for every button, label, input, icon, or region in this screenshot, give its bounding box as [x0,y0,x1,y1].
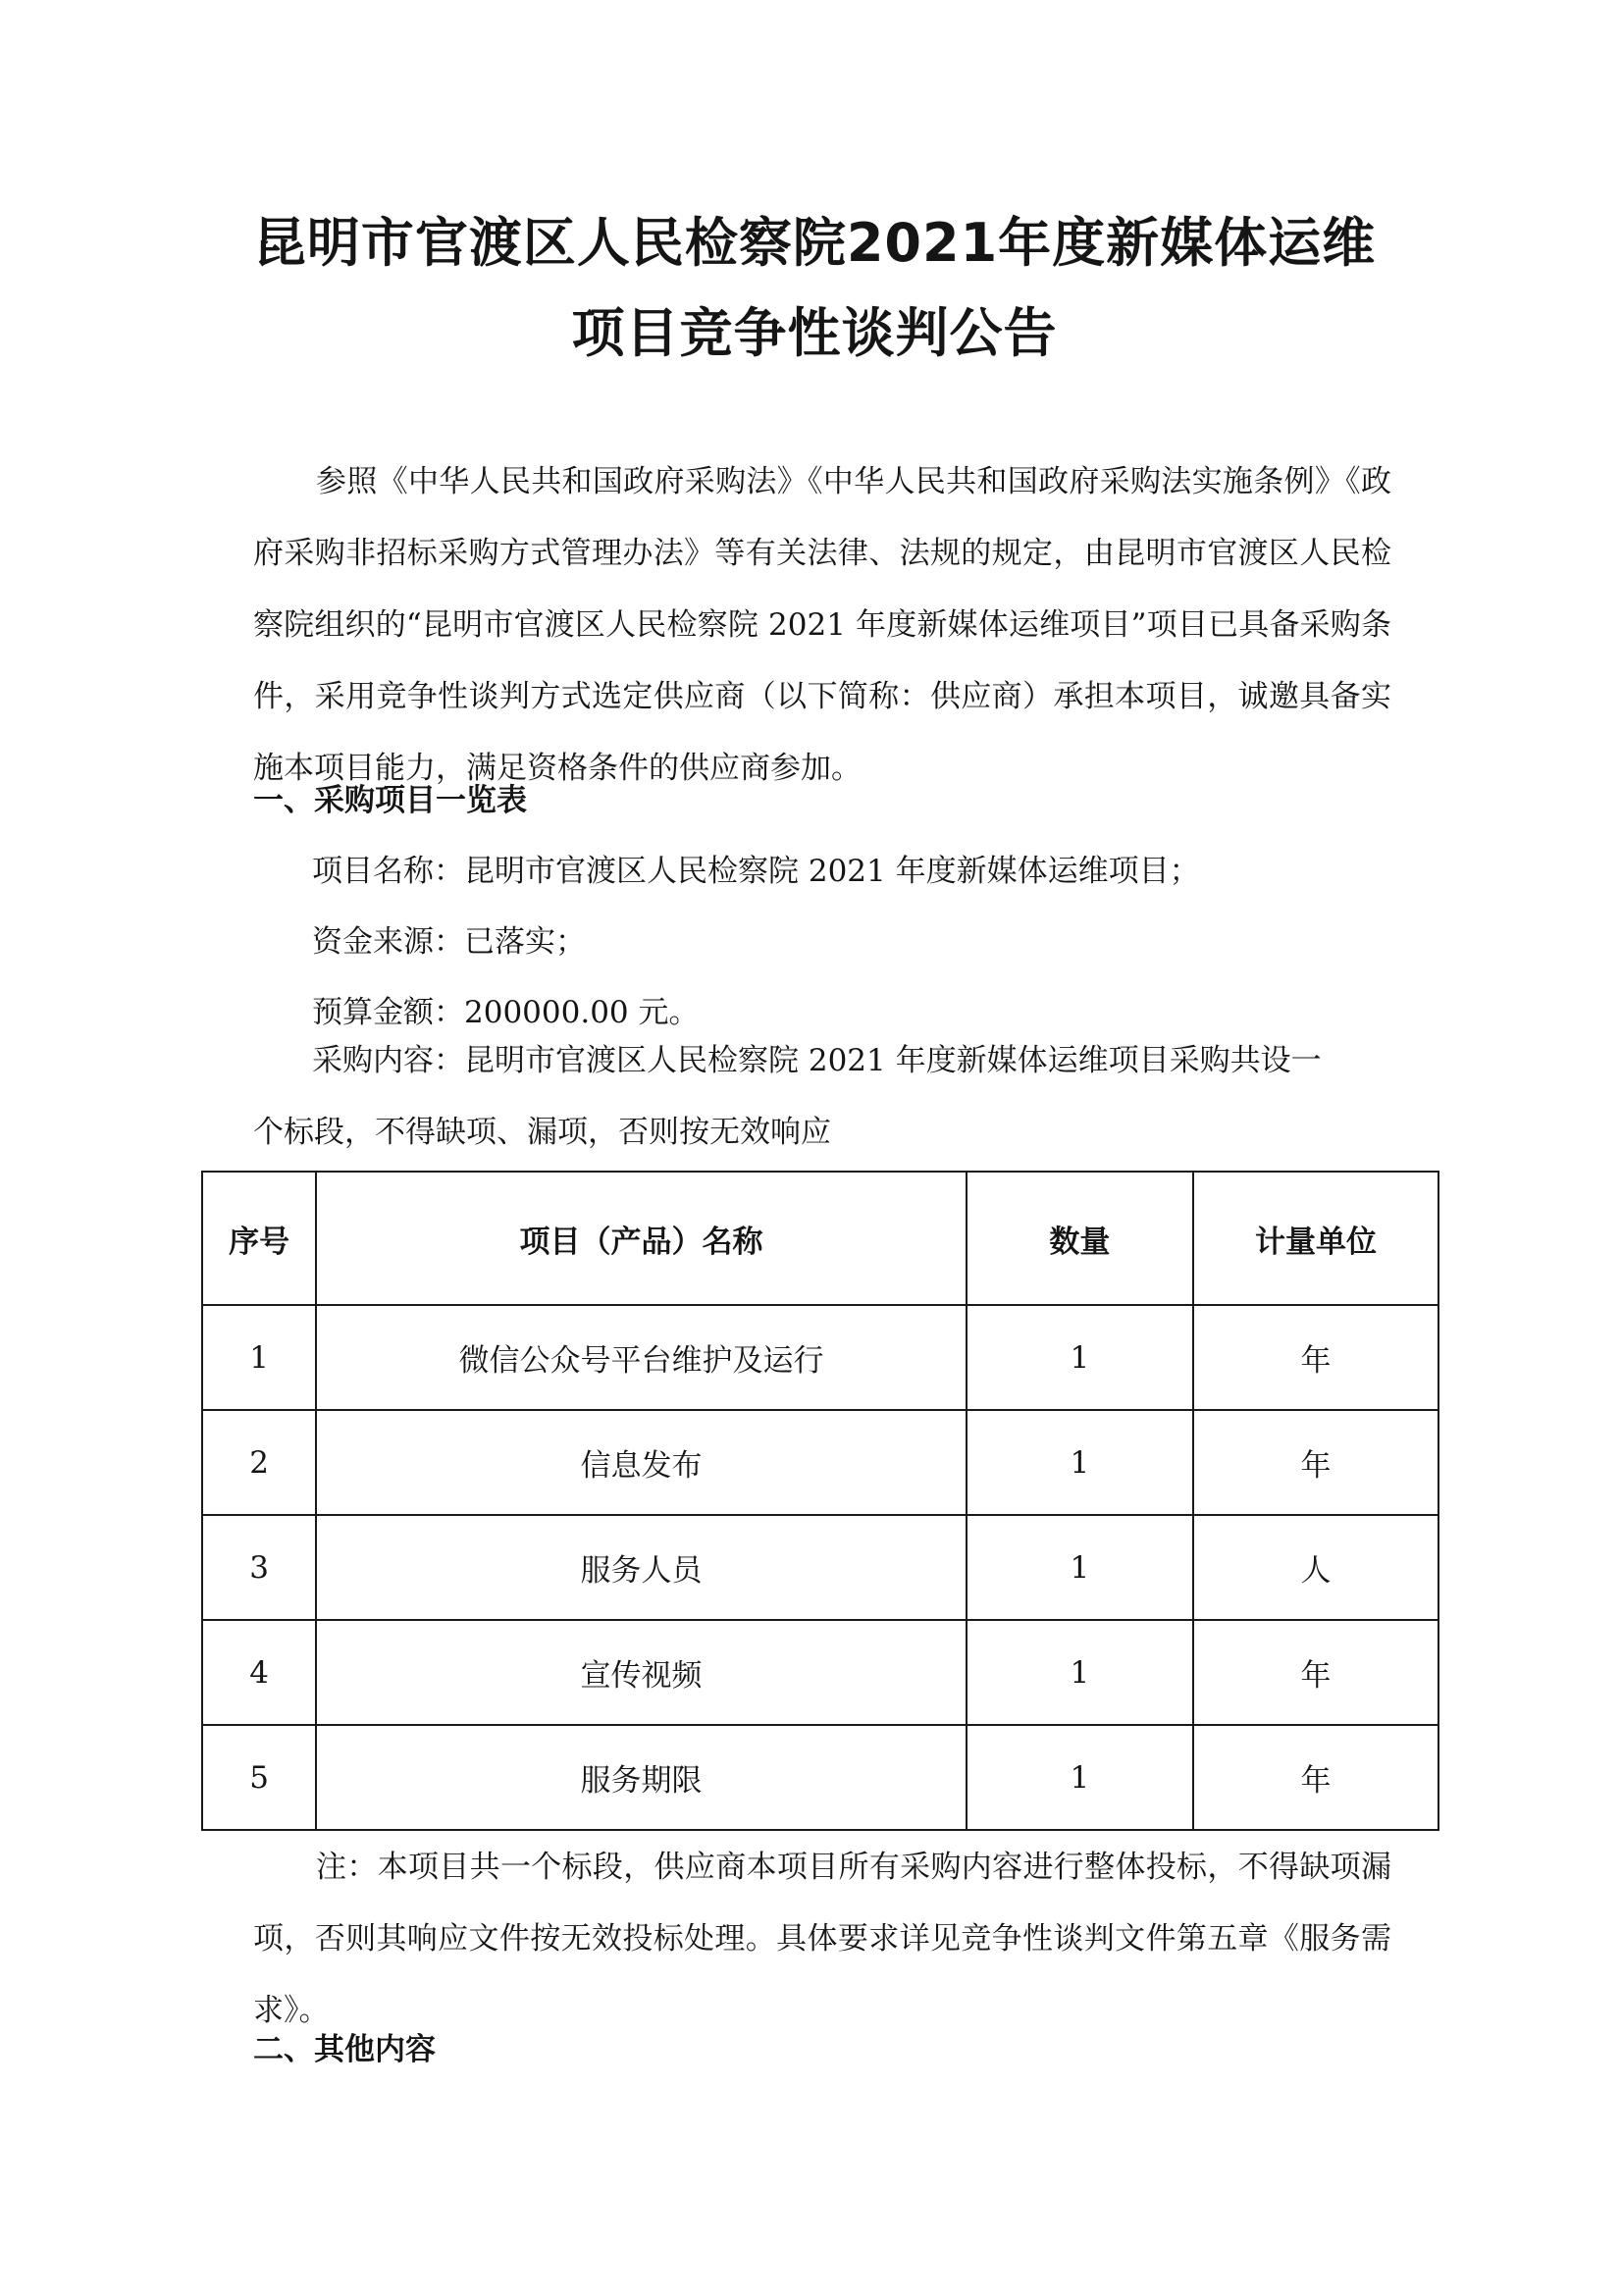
cell-quantity: 1 [967,1305,1193,1410]
table-row [202,1515,1438,1620]
cell-name: 服务人员 [316,1515,967,1620]
table-row [202,1725,1438,1830]
content-line-2: 个标段，不得缺项、漏项，否则按无效响应 [253,1115,831,1150]
table-header-row [202,1172,1438,1305]
header-cell-name: 项目（产品）名称 [316,1172,967,1305]
budget-line: 预算金额：200000.00 元。 [312,995,700,1030]
table-row [202,1410,1438,1515]
cell-quantity: 1 [967,1410,1193,1515]
table-row [202,1305,1438,1410]
cell-unit: 年 [1193,1725,1438,1830]
header-cell-quantity: 数量 [967,1172,1193,1305]
cell-name: 微信公众号平台维护及运行 [316,1305,967,1410]
header-cell-unit: 计量单位 [1193,1172,1438,1305]
cell-name: 信息发布 [316,1410,967,1515]
cell-quantity: 1 [967,1725,1193,1830]
cell-unit: 人 [1193,1515,1438,1620]
project-name-line: 项目名称：昆明市官渡区人民检察院 2021 年度新媒体运维项目； [312,854,1200,889]
note-paragraph: 注：本项目共一个标段，供应商本项目所有采购内容进行整体投标，不得缺项漏项，否则其响应文件按无效投标处理。具体要求详见竞争性谈判文件第五章《服务需求》。 [253,1850,1391,2028]
cell-unit: 年 [1193,1620,1438,1725]
cell-unit: 年 [1193,1410,1438,1515]
document-title-line1: 昆明市官渡区人民检察院2021年度新媒体运维 [252,212,1377,274]
cell-index: 3 [202,1515,316,1620]
cell-index: 1 [202,1305,316,1410]
section1-heading: 一、采购项目一览表 [253,783,527,818]
header-cell-index: 序号 [202,1172,316,1305]
section2-heading: 二、其他内容 [253,2032,436,2067]
procurement-items-table [201,1171,1439,1831]
fund-source-line: 资金来源：已落实； [312,924,586,960]
cell-unit: 年 [1193,1305,1438,1410]
cell-quantity: 1 [967,1620,1193,1725]
cell-name: 宣传视频 [316,1620,967,1725]
document-title-line2: 项目竞争性谈判公告 [571,302,1058,364]
cell-name: 服务期限 [316,1725,967,1830]
content-line-1: 采购内容：昆明市官渡区人民检察院 2021 年度新媒体运维项目采购共设一 [312,1043,1322,1078]
cell-quantity: 1 [967,1515,1193,1620]
cell-index: 4 [202,1620,316,1725]
table-row [202,1620,1438,1725]
cell-index: 2 [202,1410,316,1515]
intro-paragraph: 参照《中华人民共和国政府采购法》《中华人民共和国政府采购法实施条例》《政府采购非招标采购方式管理办法》等有关法律、法规的规定，由昆明市官渡区人民检察院组织的“昆明市官渡区人民检察院 2021 年度新媒体运维项目”项目已具备采购条件，采用竞争性谈判方式选定供应商（以下简称：供应商）承担本项目，诚邀具备实施本项目能力，满足资格条件的供应商参加。 [253,464,1391,786]
cell-index: 5 [202,1725,316,1830]
